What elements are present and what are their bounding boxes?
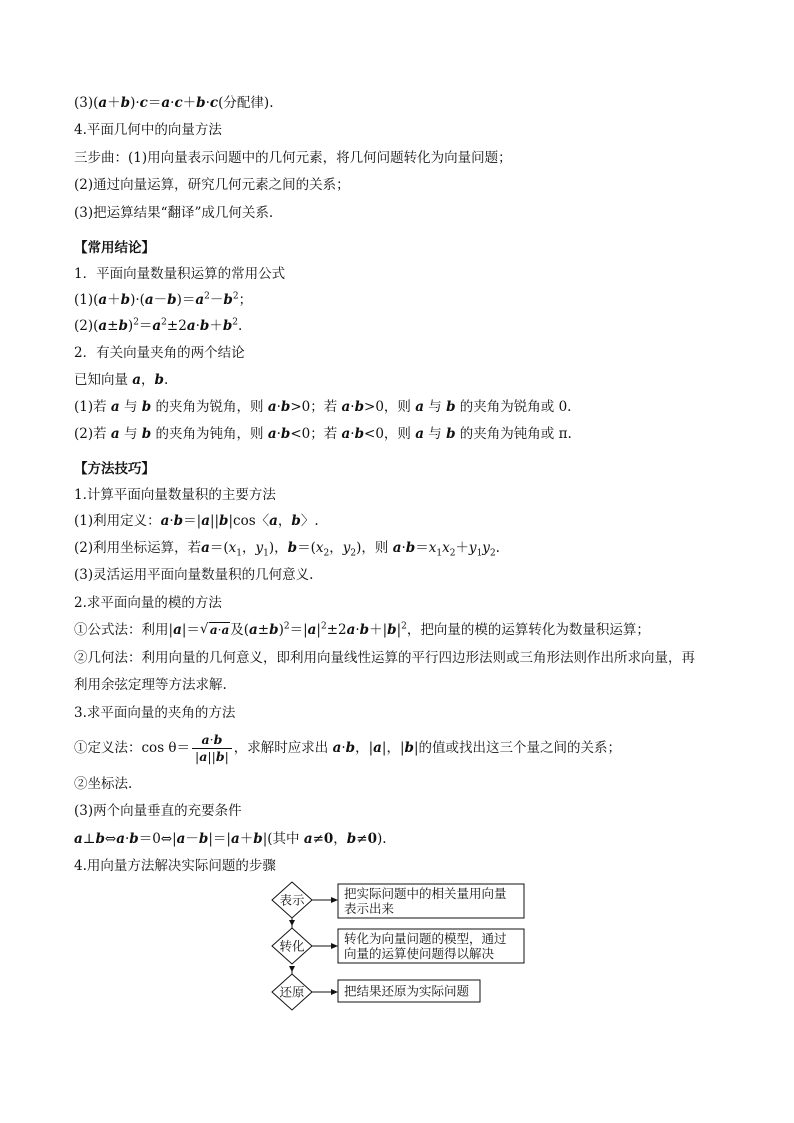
formula-difference-of-squares: $(1)(a+b)\cdot(a-b)=a^2-b^2$； — [74, 291, 253, 308]
formula-square-expansion: $(2)(a\pm b)^2=a^2\pm 2a\cdot b+b^2$. — [74, 317, 243, 334]
method-1-title: 1.计算平面向量数量积的主要方法 — [74, 487, 276, 503]
svg-text:表示: 表示 — [279, 892, 305, 908]
method-4-title: 4.用向量方法解决实际问题的步骤 — [74, 858, 276, 874]
perpendicular-condition: a⊥b⇔a·b＝0⇔|a－b|＝|a＋b|(其中 a≠0，b≠0). — [74, 831, 387, 847]
common-conclusions-heading: 【常用结论】 — [74, 240, 155, 256]
method-1-coordinates: (2)利用坐标运算，若$a=(x_1$，$y_1$)，$b=(x_2$，$y_2$)，则 $a\cdot b=x_1x_2+y_1y_2$. — [74, 540, 500, 559]
section-4-title: 4.平面几何中的向量方法 — [74, 122, 222, 138]
known-vectors: 已知向量 a，b. — [74, 372, 169, 388]
step-2: (2)通过向量运算，研究几何元素之间的关系； — [74, 177, 350, 193]
svg-text:转化: 转化 — [279, 938, 305, 954]
flow-node-represent — [272, 882, 312, 918]
method-2-geometry-cont: 利用余弦定理等方法求解. — [74, 677, 227, 693]
flow-node-transform — [272, 928, 312, 964]
svg-text:把实际问题中的相关量用向量: 把实际问题中的相关量用向量 — [344, 886, 507, 901]
acute-angle-conclusion: (1)若 a 与 b 的夹角为锐角，则 a·b>0；若 a·b>0，则 a 与 b 的夹角为锐角或 0. — [74, 399, 572, 415]
flow-box-restore — [338, 980, 480, 1002]
method-2-formula: ①公式法：利用|a|＝ √ a·a及$(a\pm b)^2=|a|^2\pm 2a\cdot b+|b|^2$，把向量的模的运算转化为数量积运算； — [74, 621, 650, 638]
svg-text:向量的运算使问题得以解决: 向量的运算使问题得以解决 — [344, 946, 495, 961]
method-2-geometry: ②几何法：利用向量的几何意义，即利用向量线性运算的平行四边形法则或三角形法则作出所求向量，再 — [74, 650, 695, 666]
flow-box-represent — [338, 884, 524, 918]
method-1-geometric: (3)灵活运用平面向量数量积的几何意义. — [74, 567, 314, 583]
svg-text:表示出来: 表示出来 — [344, 901, 395, 916]
obtuse-angle-conclusion: (2)若 a 与 b 的夹角为钝角，则 a·b<0；若 a·b<0，则 a 与 b 的夹角为钝角或 π. — [74, 426, 572, 442]
method-2-title: 2.求平面向量的模的方法 — [74, 595, 222, 611]
conclusion-2-title: 2．有关向量夹角的两个结论 — [74, 345, 245, 361]
svg-text:把结果还原为实际问题: 把结果还原为实际问题 — [344, 983, 470, 999]
perpendicular-condition-title: (3)两个向量垂直的充要条件 — [74, 803, 242, 819]
flow-box-transform — [338, 929, 524, 963]
flowchart — [268, 880, 538, 1024]
svg-text:还原: 还原 — [279, 984, 305, 1000]
svg-text:转化为向量问题的模型，通过: 转化为向量问题的模型，通过 — [344, 931, 507, 946]
three-steps-intro: 三步曲：(1)用向量表示问题中的几何元素，将几何问题转化为向量问题； — [74, 150, 512, 166]
step-3: (3)把运算结果“翻译”成几何关系. — [74, 205, 274, 221]
methods-heading: 【方法技巧】 — [74, 461, 155, 477]
flow-node-restore — [272, 974, 312, 1010]
method-1-definition: (1)利用定义：a·b＝|a||b|cos〈a，b〉. — [74, 513, 319, 529]
method-3-coordinate: ②坐标法. — [74, 776, 133, 792]
conclusion-1-title: 1．平面向量数量积运算的常用公式 — [74, 266, 286, 282]
method-3-definition: ①定义法：cos θ＝ $\frac{a\cdot b}{|a||b|}$ ，求解时应求出 a·b，|a|，|b|的值或找出这三个量之间的关系； — [74, 732, 622, 764]
distributive-law-line: (3)(a＋b)·c＝a·c＋b·c(分配律). — [74, 95, 274, 111]
method-3-title: 3.求平面向量的夹角的方法 — [74, 705, 236, 721]
